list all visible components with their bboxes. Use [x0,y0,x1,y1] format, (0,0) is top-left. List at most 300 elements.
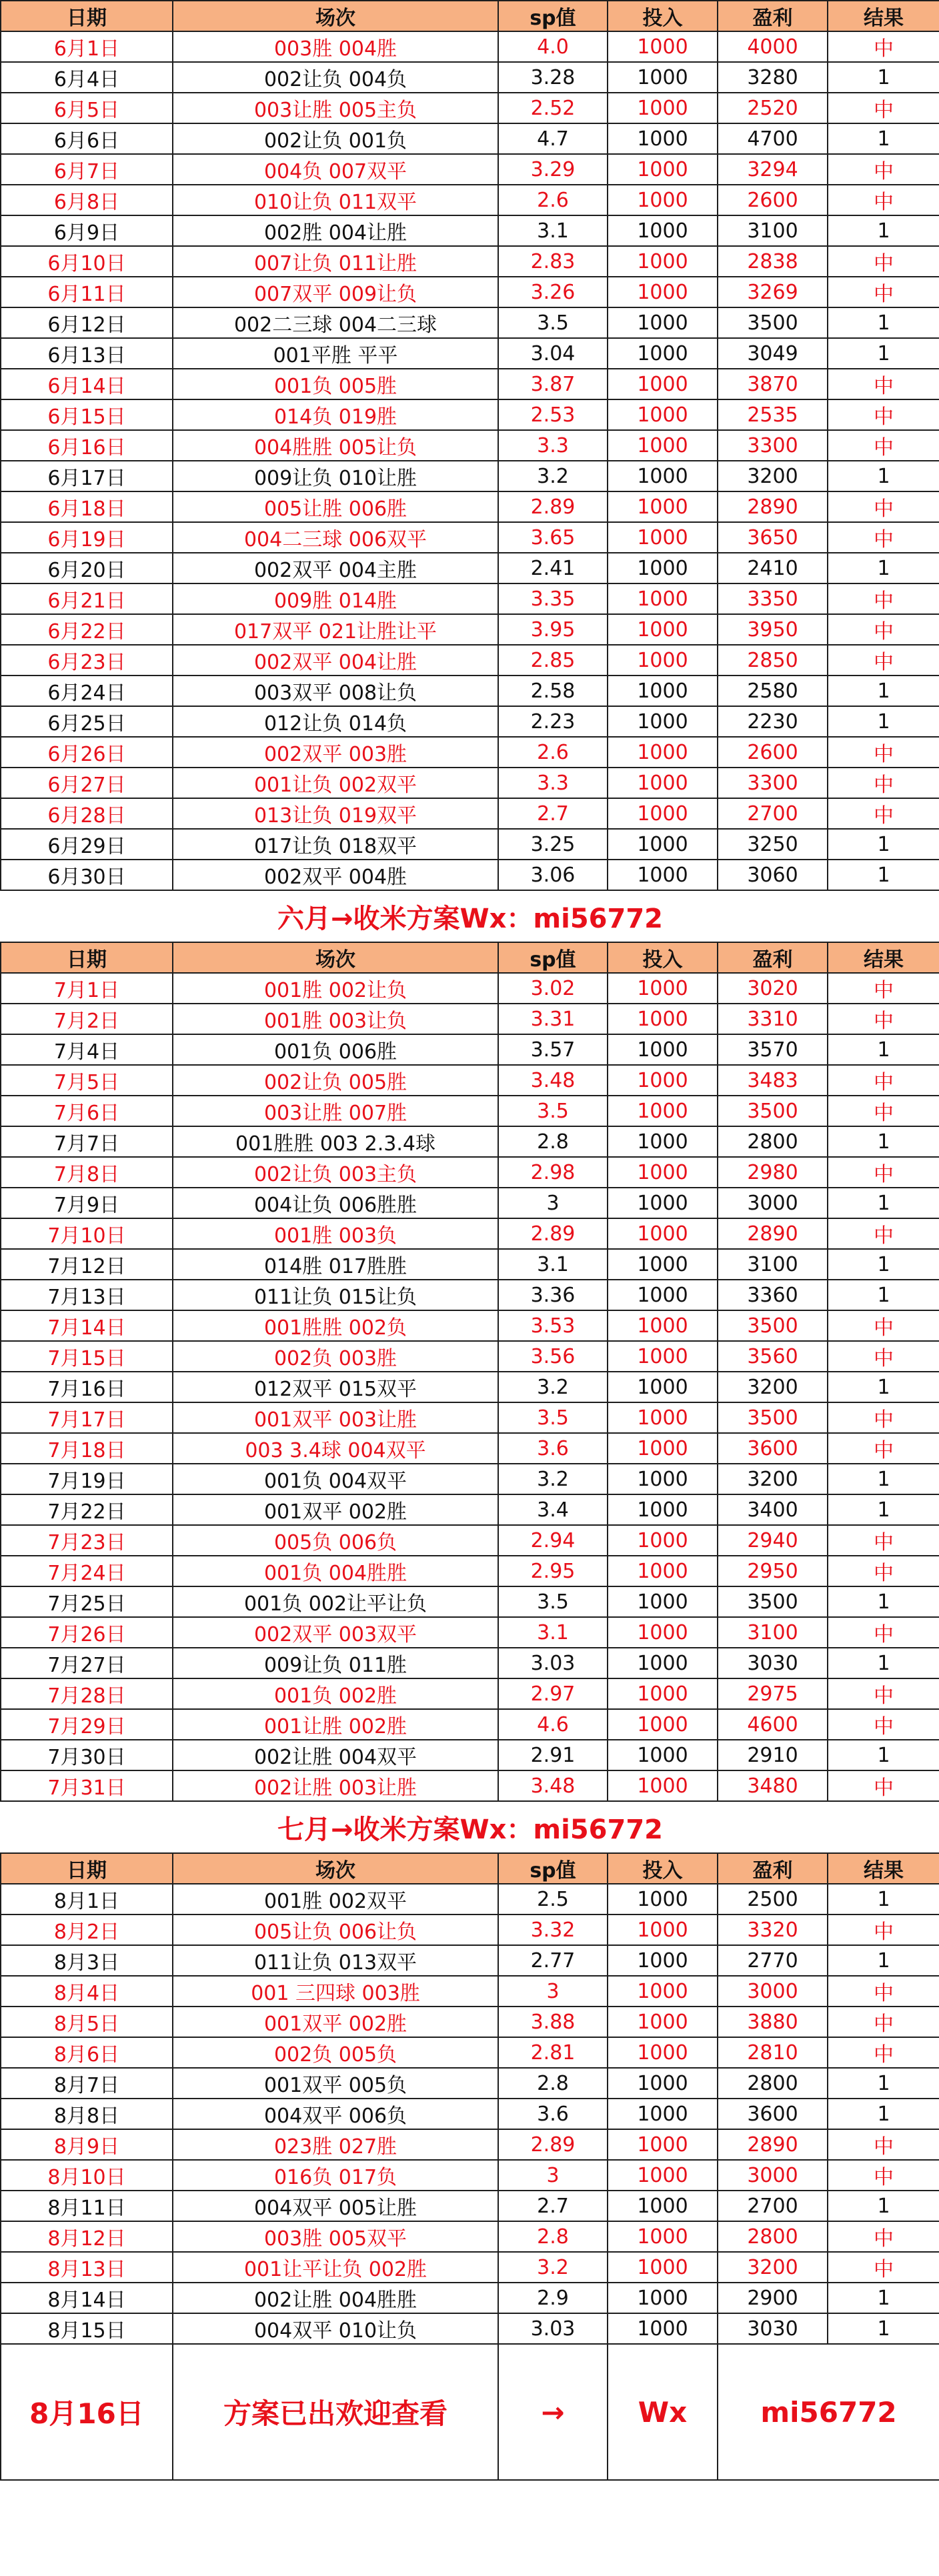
cell-match: 001让平让负 002胜 [173,2252,498,2283]
cell-result: 中 [828,277,939,307]
cell-bet: 1000 [608,1709,718,1740]
cell-match: 012双平 015双平 [173,1372,498,1402]
table-row [1,2129,939,2160]
cell-profit: 2800 [718,2221,828,2252]
cell-profit: 2890 [718,2129,828,2160]
cell-sp: 2.7 [498,2191,608,2221]
section-banner: 六月→收米方案Wx：mi56772 [1,890,939,942]
cell-match: 001 三四球 003胜 [173,1976,498,2007]
cell-bet: 1000 [608,2221,718,2252]
cell-bet: 1000 [608,1372,718,1402]
cell-profit: 2535 [718,399,828,430]
cell-date: 7月31日 [1,1770,173,1801]
cell-sp: 2.41 [498,553,608,583]
cell-date: 6月26日 [1,737,173,768]
cell-sp: 3.02 [498,973,608,1004]
table-row [1,1096,939,1126]
cell-bet: 1000 [608,399,718,430]
cell-date: 6月29日 [1,829,173,860]
cell-bet: 1000 [608,1065,718,1096]
cell-match: 003让胜 007胜 [173,1096,498,1126]
cell-sp: 3.32 [498,1914,608,1945]
cell-result: 1 [828,307,939,338]
cell-sp: 2.6 [498,737,608,768]
table-row [1,246,939,277]
cell-date: 7月9日 [1,1188,173,1218]
cell-bet: 1000 [608,1433,718,1464]
cell-match: 002让胜 003让胜 [173,1770,498,1801]
cell-sp: 2.97 [498,1678,608,1709]
cell-sp: 3.2 [498,1372,608,1402]
footer-text: 方案已出欢迎查看 [173,2344,498,2480]
cell-bet: 1000 [608,307,718,338]
cell-match: 001胜 003让负 [173,1004,498,1034]
cell-profit: 3269 [718,277,828,307]
cell-date: 6月17日 [1,461,173,491]
cell-match: 014胜 017胜胜 [173,1249,498,1280]
cell-match: 003让胜 005主负 [173,93,498,123]
cell-profit: 3300 [718,768,828,798]
footer-arrow: → [498,2344,608,2480]
cell-profit: 3049 [718,338,828,369]
cell-sp: 3.25 [498,829,608,860]
cell-date: 8月6日 [1,2037,173,2068]
cell-profit: 3000 [718,1976,828,2007]
cell-match: 001负 006胜 [173,1034,498,1065]
table-row [1,430,939,461]
cell-sp: 2.89 [498,1218,608,1249]
cell-bet: 1000 [608,553,718,583]
cell-sp: 3.3 [498,768,608,798]
cell-sp: 2.98 [498,1157,608,1188]
header-bet: 投入 [608,1,718,31]
cell-sp: 2.53 [498,399,608,430]
cell-sp: 3.04 [498,338,608,369]
cell-sp: 2.77 [498,1945,608,1976]
table-row [1,706,939,737]
cell-bet: 1000 [608,973,718,1004]
cell-result: 中 [828,399,939,430]
cell-bet: 1000 [608,1617,718,1648]
cell-date: 6月25日 [1,706,173,737]
cell-match: 003 3.4球 004双平 [173,1433,498,1464]
cell-result: 中 [828,2160,939,2191]
cell-sp: 3.57 [498,1034,608,1065]
cell-bet: 1000 [608,2099,718,2129]
cell-sp: 2.52 [498,93,608,123]
cell-sp: 2.89 [498,2129,608,2160]
cell-result: 1 [828,2283,939,2313]
cell-sp: 3.4 [498,1494,608,1525]
cell-result: 中 [828,1525,939,1556]
cell-date: 7月4日 [1,1034,173,1065]
cell-profit: 2700 [718,2191,828,2221]
cell-date: 7月24日 [1,1556,173,1586]
cell-result: 中 [828,1433,939,1464]
header-date: 日期 [1,942,173,973]
footer-row [1,2344,939,2480]
cell-bet: 1000 [608,1770,718,1801]
cell-profit: 3560 [718,1341,828,1372]
cell-bet: 1000 [608,2252,718,2283]
cell-sp: 3.26 [498,277,608,307]
cell-bet: 1000 [608,185,718,215]
table-row [1,1617,939,1648]
section-banner-row [1,890,939,942]
cell-result: 中 [828,1065,939,1096]
table-row [1,2221,939,2252]
cell-date: 7月22日 [1,1494,173,1525]
header-date: 日期 [1,1853,173,1884]
cell-profit: 2800 [718,2068,828,2099]
cell-result: 中 [828,1157,939,1188]
cell-date: 8月1日 [1,1884,173,1914]
cell-bet: 1000 [608,2313,718,2344]
cell-sp: 2.94 [498,1525,608,1556]
cell-match: 002让负 004负 [173,62,498,93]
cell-profit: 3100 [718,1249,828,1280]
table-row [1,1372,939,1402]
cell-profit: 3200 [718,1464,828,1494]
cell-result: 1 [828,2313,939,2344]
table-row [1,1402,939,1433]
cell-bet: 1000 [608,491,718,522]
cell-bet: 1000 [608,215,718,246]
table-row [1,399,939,430]
cell-sp: 3.31 [498,1004,608,1034]
table-row [1,768,939,798]
table-row [1,676,939,706]
cell-sp: 3 [498,1976,608,2007]
cell-profit: 3480 [718,1770,828,1801]
table-row [1,2252,939,2283]
cell-match: 016负 017负 [173,2160,498,2191]
cell-date: 6月18日 [1,491,173,522]
cell-sp: 2.6 [498,185,608,215]
cell-result: 中 [828,1678,939,1709]
table-row [1,645,939,676]
cell-date: 8月12日 [1,2221,173,2252]
footer-wx-label: Wx [608,2344,718,2480]
cell-date: 8月7日 [1,2068,173,2099]
cell-profit: 2520 [718,93,828,123]
cell-result: 1 [828,860,939,890]
cell-date: 6月22日 [1,614,173,645]
table-row [1,1740,939,1770]
table-row [1,798,939,829]
cell-result: 中 [828,1976,939,2007]
cell-profit: 3600 [718,1433,828,1464]
cell-sp: 4.6 [498,1709,608,1740]
cell-result: 1 [828,829,939,860]
cell-match: 002双平 003胜 [173,737,498,768]
table-row [1,1884,939,1914]
cell-sp: 2.8 [498,1126,608,1157]
cell-profit: 3280 [718,62,828,93]
table-row [1,1218,939,1249]
header-match: 场次 [173,942,498,973]
cell-sp: 3.3 [498,430,608,461]
cell-profit: 3950 [718,614,828,645]
cell-date: 6月24日 [1,676,173,706]
cell-bet: 1000 [608,1218,718,1249]
cell-date: 6月7日 [1,154,173,185]
cell-date: 7月8日 [1,1157,173,1188]
cell-profit: 3030 [718,1648,828,1678]
cell-result: 1 [828,1945,939,1976]
cell-sp: 3.65 [498,522,608,553]
cell-result: 1 [828,1188,939,1218]
cell-profit: 2500 [718,1884,828,1914]
cell-bet: 1000 [608,1157,718,1188]
cell-result: 1 [828,1280,939,1310]
header-profit: 盈利 [718,1853,828,1884]
cell-date: 6月11日 [1,277,173,307]
cell-profit: 3870 [718,369,828,399]
cell-bet: 1000 [608,860,718,890]
cell-result: 中 [828,1096,939,1126]
cell-match: 001让负 002双平 [173,768,498,798]
table-row [1,1770,939,1801]
table-row [1,1249,939,1280]
cell-match: 001负 005胜 [173,369,498,399]
cell-date: 6月14日 [1,369,173,399]
cell-bet: 1000 [608,1249,718,1280]
cell-bet: 1000 [608,1586,718,1617]
cell-sp: 3.56 [498,1341,608,1372]
cell-sp: 3.28 [498,62,608,93]
cell-bet: 1000 [608,522,718,553]
cell-bet: 1000 [608,1525,718,1556]
cell-date: 7月25日 [1,1586,173,1617]
cell-profit: 3350 [718,583,828,614]
cell-result: 中 [828,2221,939,2252]
cell-result: 1 [828,338,939,369]
cell-result: 1 [828,1648,939,1678]
table-row [1,2099,939,2129]
cell-profit: 4000 [718,31,828,62]
cell-result: 1 [828,123,939,154]
cell-match: 011让负 015让负 [173,1280,498,1310]
cell-date: 6月4日 [1,62,173,93]
table-row [1,2160,939,2191]
table-row [1,1157,939,1188]
cell-result: 中 [828,491,939,522]
table-row [1,2313,939,2344]
cell-sp: 3.87 [498,369,608,399]
cell-result: 中 [828,31,939,62]
cell-date: 8月4日 [1,1976,173,2007]
cell-sp: 3.2 [498,461,608,491]
cell-match: 002负 003胜 [173,1341,498,1372]
cell-result: 1 [828,1586,939,1617]
cell-sp: 3.29 [498,154,608,185]
table-row [1,1556,939,1586]
cell-bet: 1000 [608,1034,718,1065]
cell-bet: 1000 [608,1341,718,1372]
table-row [1,1945,939,1976]
cell-match: 011让负 013双平 [173,1945,498,1976]
cell-date: 6月15日 [1,399,173,430]
cell-bet: 1000 [608,1464,718,1494]
table-row [1,369,939,399]
cell-profit: 3200 [718,461,828,491]
header-date: 日期 [1,1,173,31]
cell-bet: 1000 [608,1945,718,1976]
cell-sp: 2.58 [498,676,608,706]
cell-bet: 1000 [608,1556,718,1586]
cell-date: 6月27日 [1,768,173,798]
table-row [1,1310,939,1341]
cell-match: 001双平 003让胜 [173,1402,498,1433]
cell-sp: 3.88 [498,2007,608,2037]
cell-bet: 1000 [608,1310,718,1341]
cell-sp: 3.2 [498,2252,608,2283]
cell-profit: 3500 [718,1096,828,1126]
cell-bet: 1000 [608,1188,718,1218]
table-row [1,973,939,1004]
cell-date: 7月17日 [1,1402,173,1433]
cell-sp: 2.85 [498,645,608,676]
cell-date: 7月15日 [1,1341,173,1372]
cell-profit: 2850 [718,645,828,676]
table-row [1,123,939,154]
table-row [1,737,939,768]
table-row [1,860,939,890]
cell-result: 1 [828,62,939,93]
cell-match: 002双平 004胜 [173,860,498,890]
cell-date: 6月30日 [1,860,173,890]
cell-result: 1 [828,1034,939,1065]
table-row [1,277,939,307]
cell-date: 8月8日 [1,2099,173,2129]
cell-bet: 1000 [608,1494,718,1525]
cell-profit: 3600 [718,2099,828,2129]
table-row [1,62,939,93]
table-row [1,1494,939,1525]
cell-date: 6月8日 [1,185,173,215]
cell-profit: 3360 [718,1280,828,1310]
cell-result: 1 [828,1372,939,1402]
cell-sp: 2.83 [498,246,608,277]
cell-match: 002胜 004让胜 [173,215,498,246]
cell-result: 中 [828,583,939,614]
cell-profit: 3250 [718,829,828,860]
cell-sp: 3.5 [498,1586,608,1617]
header-result: 结果 [828,1,939,31]
cell-bet: 1000 [608,154,718,185]
header-row [1,1,939,31]
cell-date: 7月7日 [1,1126,173,1157]
cell-result: 中 [828,2129,939,2160]
cell-match: 002让负 005胜 [173,1065,498,1096]
cell-profit: 3400 [718,1494,828,1525]
cell-sp: 3.6 [498,2099,608,2129]
cell-bet: 1000 [608,1096,718,1126]
cell-date: 6月1日 [1,31,173,62]
cell-result: 中 [828,1402,939,1433]
cell-profit: 4700 [718,123,828,154]
table-row [1,1341,939,1372]
cell-bet: 1000 [608,1914,718,1945]
cell-bet: 1000 [608,2129,718,2160]
table-row [1,154,939,185]
cell-match: 002让胜 004双平 [173,1740,498,1770]
cell-sp: 3 [498,2160,608,2191]
cell-bet: 1000 [608,123,718,154]
cell-match: 002双平 004让胜 [173,645,498,676]
cell-sp: 2.8 [498,2221,608,2252]
cell-match: 009胜 014胜 [173,583,498,614]
cell-profit: 3020 [718,973,828,1004]
cell-sp: 3.1 [498,215,608,246]
table-row [1,1433,939,1464]
cell-result: 1 [828,215,939,246]
table-row [1,185,939,215]
cell-match: 004双平 005让胜 [173,2191,498,2221]
cell-date: 7月16日 [1,1372,173,1402]
cell-result: 1 [828,2191,939,2221]
table-row [1,2037,939,2068]
cell-profit: 2910 [718,1740,828,1770]
cell-date: 7月1日 [1,973,173,1004]
cell-bet: 1000 [608,583,718,614]
cell-date: 7月30日 [1,1740,173,1770]
cell-bet: 1000 [608,1678,718,1709]
cell-date: 7月29日 [1,1709,173,1740]
cell-bet: 1000 [608,62,718,93]
cell-result: 1 [828,1249,939,1280]
cell-bet: 1000 [608,2283,718,2313]
cell-result: 中 [828,1310,939,1341]
cell-profit: 2230 [718,706,828,737]
cell-date: 6月10日 [1,246,173,277]
cell-profit: 2410 [718,553,828,583]
cell-date: 8月2日 [1,1914,173,1945]
table-row [1,2191,939,2221]
cell-sp: 3.48 [498,1770,608,1801]
cell-result: 中 [828,154,939,185]
cell-result: 中 [828,1617,939,1648]
cell-bet: 1000 [608,1280,718,1310]
cell-profit: 3294 [718,154,828,185]
cell-bet: 1000 [608,93,718,123]
table-row [1,1709,939,1740]
cell-match: 001让胜 002胜 [173,1709,498,1740]
cell-match: 009让负 011胜 [173,1648,498,1678]
cell-result: 中 [828,1004,939,1034]
cell-match: 004胜胜 005让负 [173,430,498,461]
cell-date: 7月10日 [1,1218,173,1249]
cell-date: 7月27日 [1,1648,173,1678]
cell-date: 7月6日 [1,1096,173,1126]
cell-bet: 1000 [608,1740,718,1770]
cell-sp: 3.35 [498,583,608,614]
cell-profit: 2838 [718,246,828,277]
cell-result: 1 [828,2068,939,2099]
cell-match: 007让负 011让胜 [173,246,498,277]
cell-result: 中 [828,1770,939,1801]
cell-profit: 3030 [718,2313,828,2344]
cell-bet: 1000 [608,706,718,737]
cell-sp: 2.81 [498,2037,608,2068]
cell-bet: 1000 [608,1126,718,1157]
cell-date: 6月28日 [1,798,173,829]
cell-date: 6月5日 [1,93,173,123]
table-row [1,1065,939,1096]
cell-sp: 2.5 [498,1884,608,1914]
cell-result: 1 [828,1740,939,1770]
